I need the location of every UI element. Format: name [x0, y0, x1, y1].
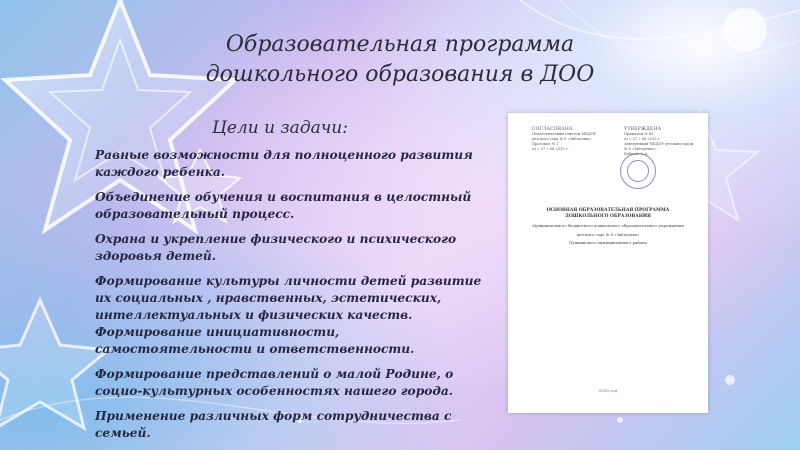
- doc-title-line: ОСНОВНАЯ ОБРАЗОВАТЕЛЬНАЯ ПРОГРАММА: [546, 208, 670, 213]
- doc-left-line: Педагогическим советом МБДОУ: [532, 132, 597, 136]
- doc-title-line: ДОШКОЛЬНОГО ОБРАЗОВАНИЯ: [565, 214, 651, 219]
- doc-right-line: Бабаева А.А.: [624, 152, 649, 156]
- title-line-2: дошкольного образования в ДОО: [205, 62, 595, 87]
- title-line-1: Образовательная программа: [225, 32, 575, 57]
- doc-main-title: [518, 208, 698, 246]
- doc-sub-line: Пушкинского муниципального района: [569, 240, 647, 245]
- list-item: Охрана и укрепление физического и психического здоровья детей.: [95, 232, 457, 263]
- list-item: Объединение обучения и воспитания в целостный образовательный процесс.: [95, 190, 472, 221]
- doc-right-line: Приказом № 65: [624, 132, 654, 136]
- doc-right-line: № 8 «Звёздочка»: [624, 147, 656, 151]
- list-item: Формирование представлений о малой Родине, о социо-культурных особенностях нашего города.: [95, 367, 454, 398]
- doc-right-line: Заведующий МБДОУ детским садом: [624, 142, 694, 146]
- list-item: Применение различных форм сотрудничества с семьей.: [95, 409, 452, 440]
- doc-left-line: Протокол № 1: [532, 142, 559, 146]
- stamp-icon: [620, 153, 656, 189]
- doc-sub-line: детского сада № 8 «Звёздочка»: [576, 231, 640, 237]
- doc-right-line: от « 27 » 08 2015 г.: [624, 137, 661, 141]
- doc-approval-left: [532, 127, 612, 152]
- doc-left-heading: СОГЛАСОВАНА: [532, 127, 573, 132]
- document-title-page-image: [508, 113, 708, 413]
- doc-sub-line: Муниципального бюджетного дошкольного образовательного учреждения: [532, 223, 684, 228]
- list-item: Равные возможности для полноценного развития каждого ребенка.: [95, 148, 473, 179]
- section-subtitle: Цели и задачи:: [212, 118, 348, 138]
- tasks-list: [95, 147, 490, 450]
- bottom-star-icon: [0, 300, 108, 428]
- doc-year: 2015 год: [598, 388, 618, 393]
- doc-left-line: от « 27 » 08 2015 г.: [532, 147, 569, 151]
- page-title: [180, 30, 620, 90]
- doc-right-heading: УТВЕРЖДЕНА: [624, 127, 662, 132]
- list-item: Формирование культуры личности детей развитие их социальных , нравственных, эстетических, интеллектуальных и физических качеств. Формирование инициативности, самостоятельности и ответственности.: [95, 274, 482, 356]
- doc-left-line: детского сада № 8 «Звёздочка»: [532, 137, 592, 141]
